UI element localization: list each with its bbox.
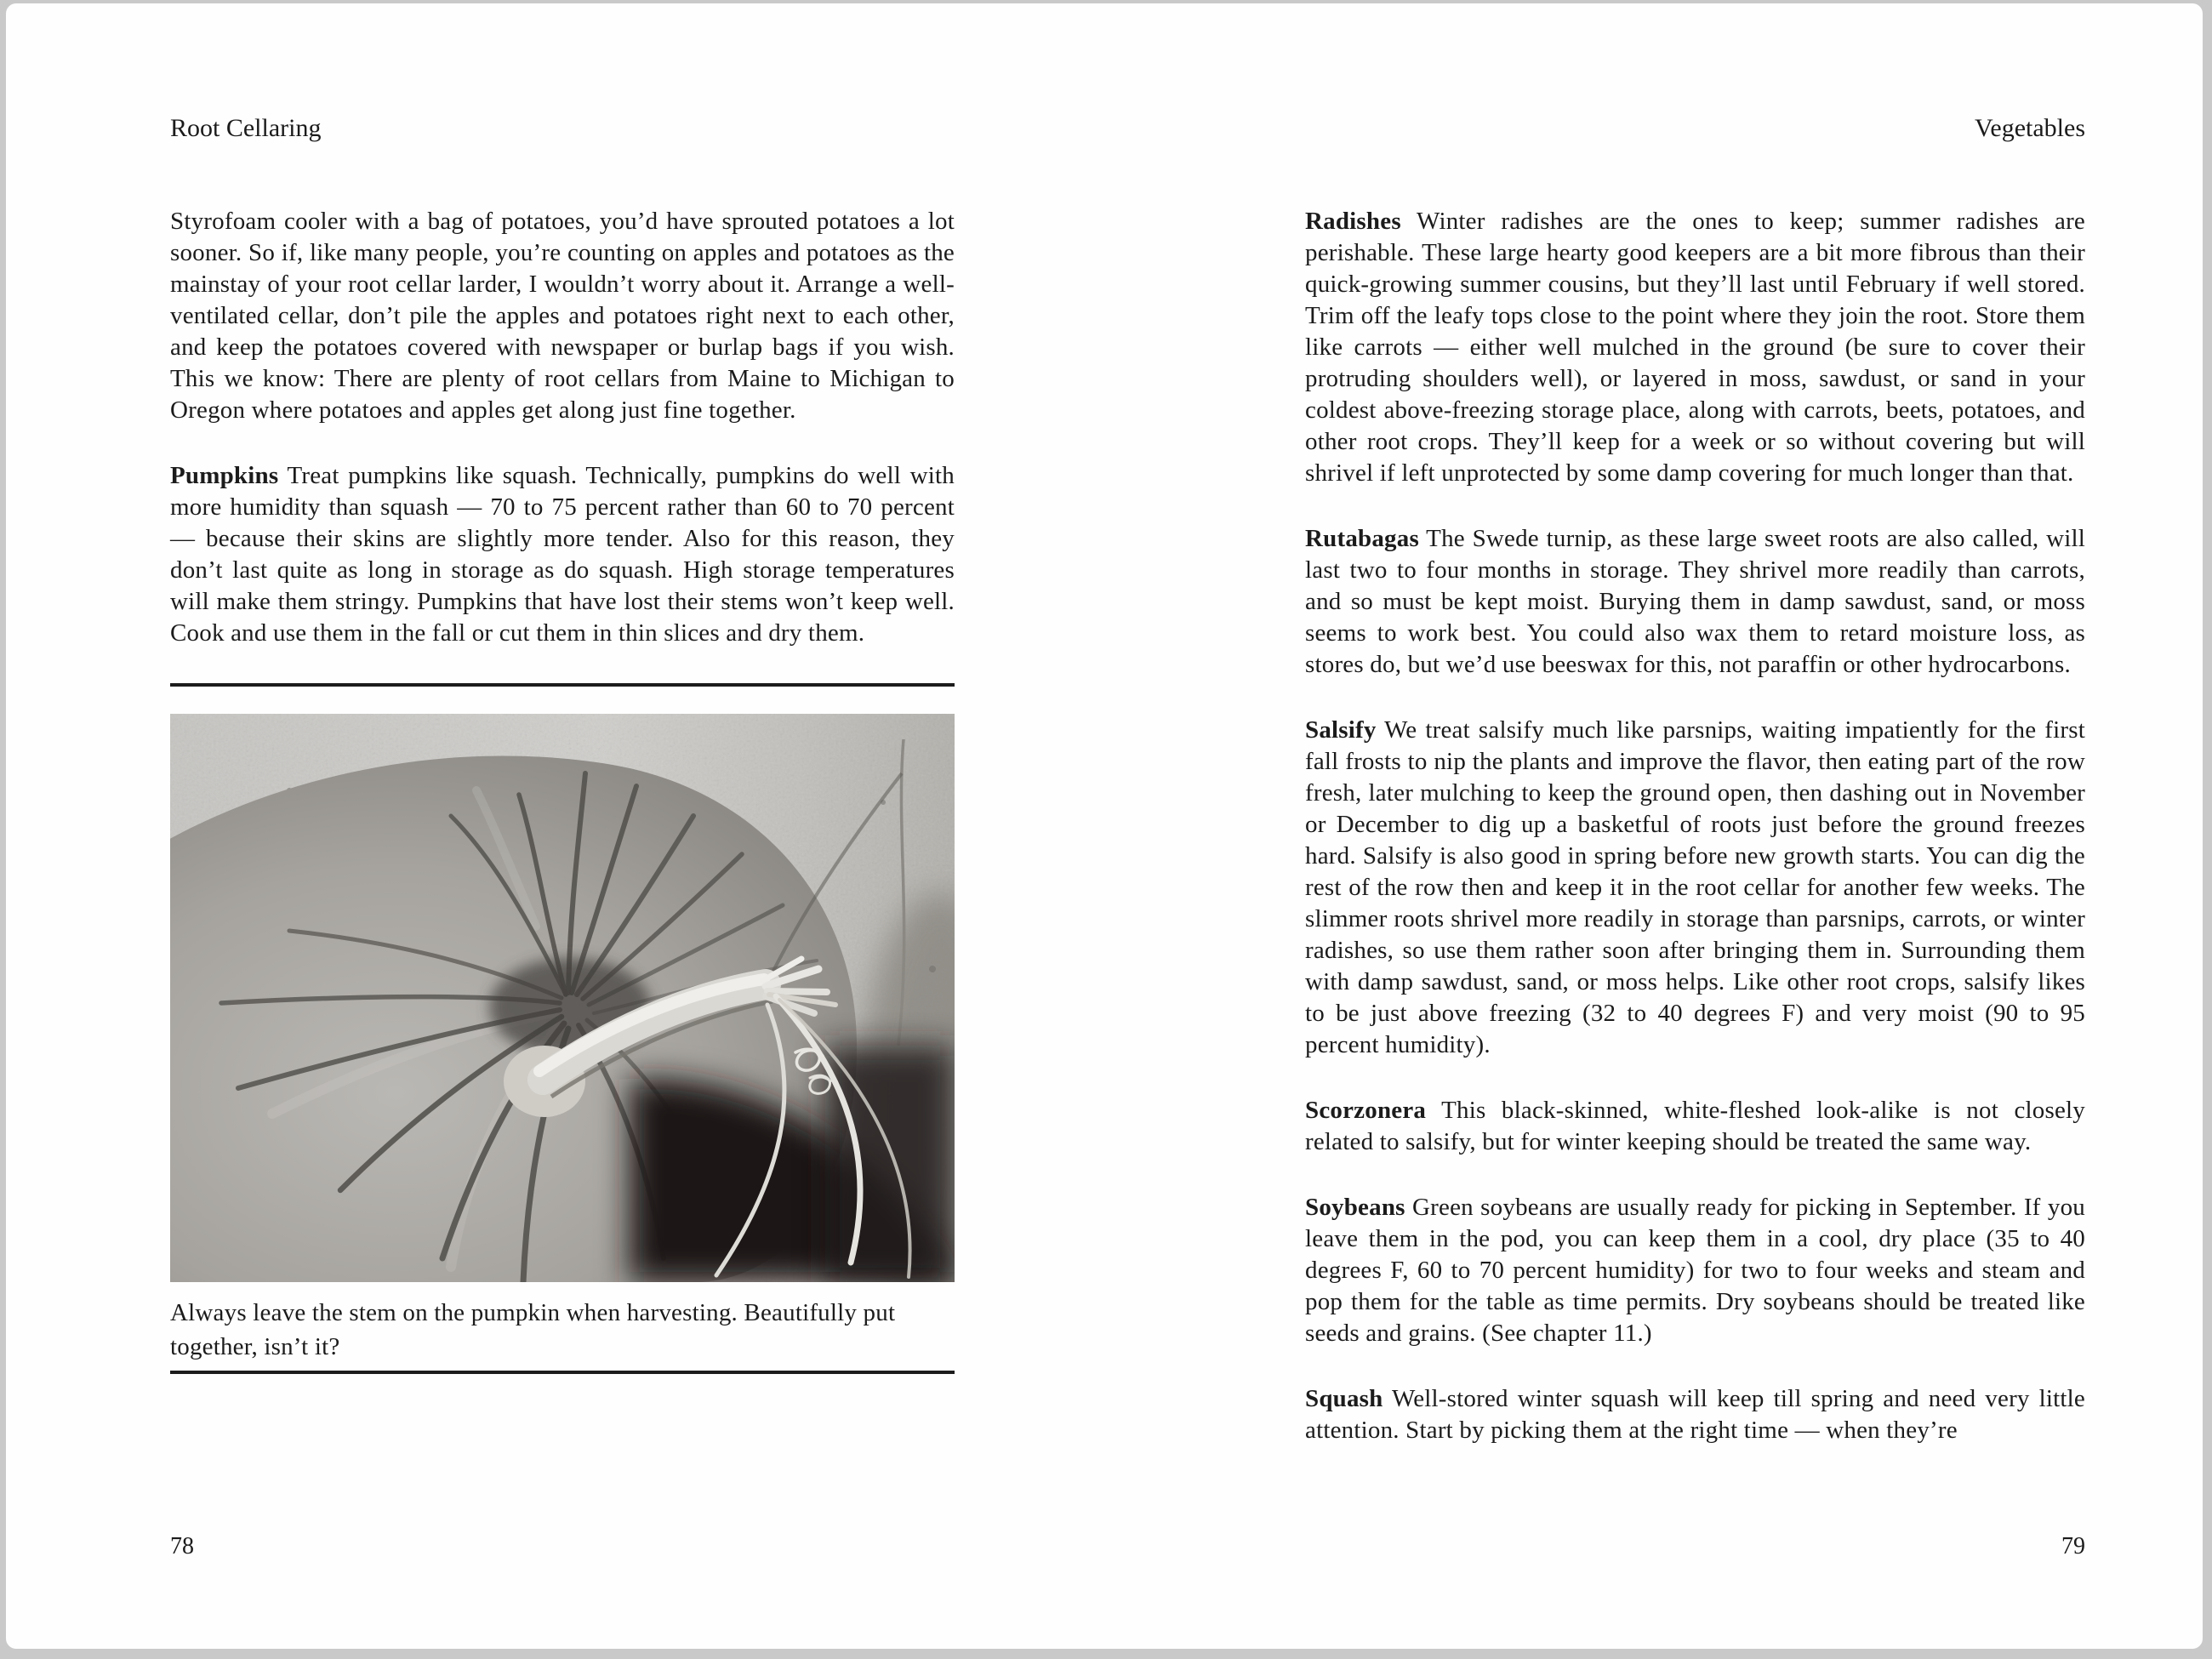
paragraph-soybeans bbox=[1305, 1192, 2085, 1349]
paragraph-lead: Pumpkins bbox=[170, 462, 279, 489]
paragraph-text: We treat salsify much like parsnips, waiting impatiently for the first fall frosts to nip the plants and improve the flavor, then eating part of the row fresh, later mulching to keep the ground open, then dashing out in November or December to dig up a basketful of roots just before the ground freezes hard. Salsify is also good in spring before new growth starts. You can dig the rest of the row then and keep it in the root cellar for another few weeks. The slimmer roots shrivel more readily in storage than parsnips, carrots, or winter radishes, so use them rather soon after bringing them in. Surrounding them with damp sawdust, sand, or moss helps. Like other root crops, salsify likes to be just above freezing (32 to 40 degrees F) and very moist (90 to 95 percent humidity). bbox=[1305, 716, 2085, 1058]
divider-rule-top bbox=[170, 683, 955, 687]
paragraph-radishes bbox=[1305, 206, 2085, 489]
paragraph-text: Treat pumpkins like squash. Technically, pumpkins do well with more humidity than squash — 70 to 75 percent rather than 60 to 70 percent — because their skins are slightly more tender. Also for this reason, they don’t last quite as long in storage as do squash. High storage temperatures will make them stringy. Pumpkins that have lost their stems won’t keep well. Cook and use them in the fall or cut them in thin slices and dry them. bbox=[170, 462, 955, 647]
paragraph-lead: Rutabagas bbox=[1305, 525, 1419, 552]
paragraph-lead: Squash bbox=[1305, 1385, 1383, 1412]
paragraph-lead: Salsify bbox=[1305, 716, 1377, 744]
paragraph-squash bbox=[1305, 1383, 2085, 1446]
page-sheet bbox=[6, 3, 2203, 1649]
paragraph-text: Green soybeans are usually ready for picking in September. If you leave them in the pod, you can keep them in a cool, dry place (35 to 40 degrees F, 60 to 70 percent humidity) for two to four weeks and steam and pop them for the table as time permits. Dry soybeans should be treated like seeds and grains. (See chapter 11.) bbox=[1305, 1194, 2085, 1347]
paragraph-lead: Scorzonera bbox=[1305, 1097, 1427, 1124]
divider-rule-bottom bbox=[170, 1371, 955, 1374]
paragraph-styrofoam bbox=[170, 206, 955, 426]
paragraph-text: Well-stored winter squash will keep till spring and need very little attention. Start by picking them at the right time — when they’re bbox=[1305, 1385, 2085, 1444]
pumpkin-photo bbox=[170, 714, 955, 1282]
paragraph-rutabagas bbox=[1305, 523, 2085, 681]
paragraph-text: Styrofoam cooler with a bag of potatoes, you’d have sprouted potatoes a lot sooner. So if, like many people, you’re counting on apples and potatoes as the mainstay of your root cellar larder, I wouldn’t worry about it. Arrange a well-ventilated cellar, don’t pile the apples and potatoes right next to each other, and keep the potatoes covered with newspaper or burlap bags if you wish. This we know: There are plenty of root cellars from Maine to Michigan to Oregon where potatoes and apples get along just fine together. bbox=[170, 208, 955, 424]
left-page-column bbox=[170, 206, 955, 1374]
right-page-column bbox=[1305, 206, 2085, 1480]
photo-caption: Always leave the stem on the pumpkin when harvesting. Beautifully put together, isn’t it? bbox=[170, 1299, 896, 1360]
pumpkin-photo-illustration bbox=[170, 714, 955, 1282]
paragraph-lead: Radishes bbox=[1305, 208, 1401, 235]
paragraph-scorzonera bbox=[1305, 1095, 2085, 1158]
paragraph-lead: Soybeans bbox=[1305, 1194, 1405, 1221]
running-header-left: Root Cellaring bbox=[170, 114, 322, 142]
paragraph-salsify bbox=[1305, 715, 2085, 1061]
paragraph-text: The Swede turnip, as these large sweet roots are also called, will last two to four months in storage. They shrivel more readily than carrots, and so must be kept moist. Burying them in damp sawdust, sand, or moss seems to work best. You could also wax them to retard moisture loss, as stores do, but we’d use beeswax for this, not paraffin or other hydrocarbons. bbox=[1305, 525, 2085, 678]
paragraph-text: Winter radishes are the ones to keep; summer radishes are perishable. These large hearty good keepers are a bit more fibrous than their quick-growing summer cousins, but they’ll last until February if well stored. Trim off the leafy tops close to the point where they join the root. Store them like carrots — either well mulched in the ground (be sure to cover their protruding shoulders well), or layered in moss, sawdust, or sand in your coldest above-freezing storage place, along with carrots, beets, potatoes, and other root crops. They’ll keep for a week or so without covering but will shrivel if left unprotected by some damp covering for much longer than that. bbox=[1305, 208, 2085, 487]
running-header-right: Vegetables bbox=[1975, 114, 2085, 142]
page-number-left: 78 bbox=[170, 1533, 194, 1559]
paragraph-pumpkins bbox=[170, 460, 955, 649]
paragraph-text: This black-skinned, white-fleshed look-alike is not closely related to salsify, but for winter keeping should be treated the same way. bbox=[1305, 1097, 2085, 1155]
page-number-right: 79 bbox=[2061, 1533, 2085, 1559]
